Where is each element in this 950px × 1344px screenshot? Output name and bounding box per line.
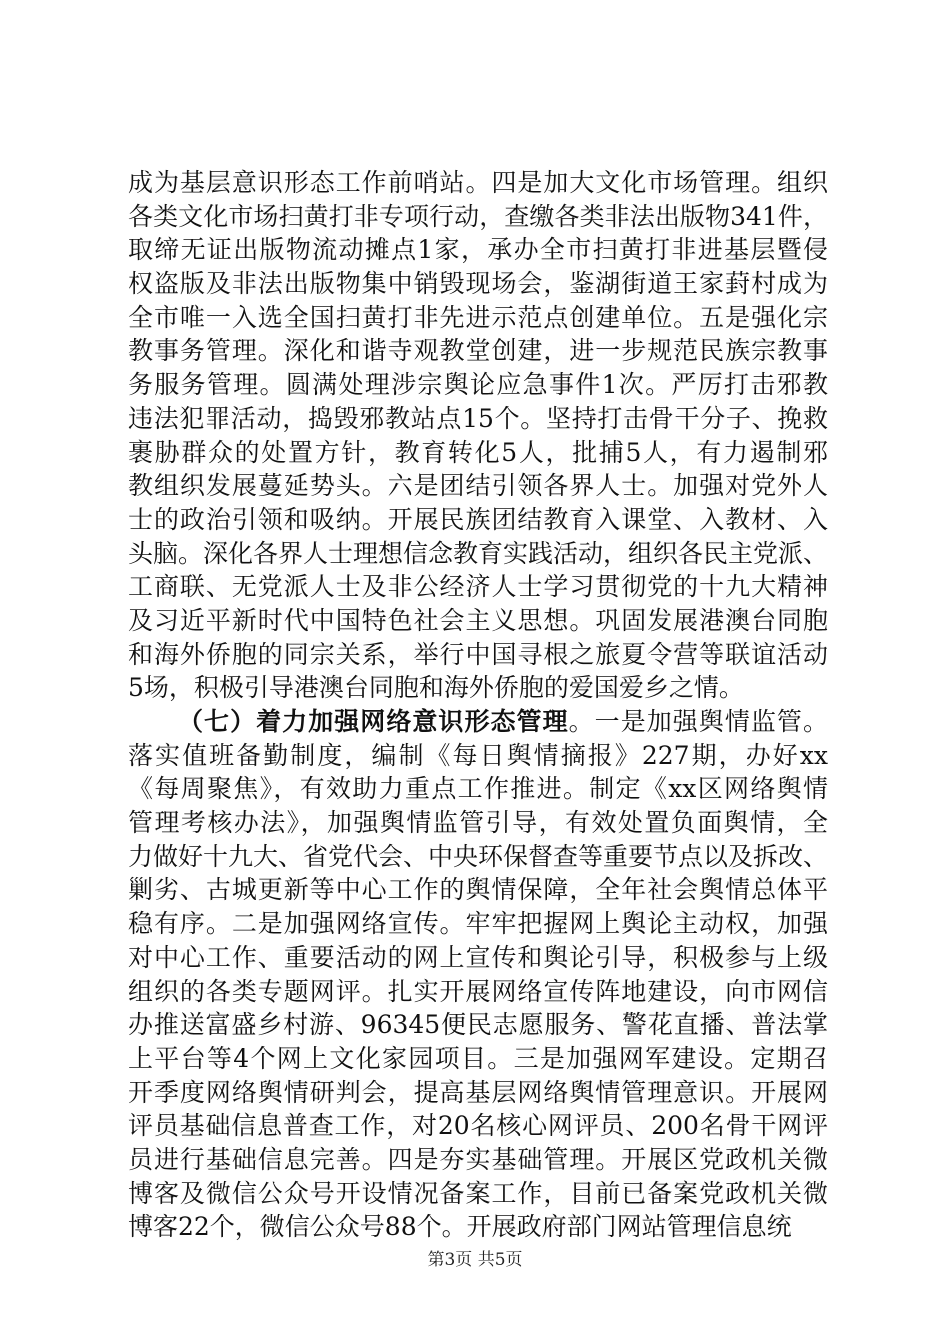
paragraph-heading-line xyxy=(128,705,828,739)
text-line: 取缔无证出版物流动摊点1家，承办全市扫黄打非进基层暨侵 xyxy=(128,235,828,265)
text-line: 博客22个，微信公众号88个。开展政府部门网站管理信息统 xyxy=(128,1212,792,1242)
text-line: 违法犯罪活动，捣毁邪教站点15个。坚持打击骨干分子、挽救 xyxy=(128,403,828,433)
text-line: 稳有序。二是加强网络宣传。牢牢把握网上舆论主动权，加强 xyxy=(128,909,828,939)
text-line: 力做好十九大、省党代会、中央环保督查等重要节点以及拆改、 xyxy=(128,841,829,871)
text-line: 成为基层意识形态工作前哨站。四是加大文化市场管理。组织 xyxy=(128,168,828,197)
text-line: 落实值班备勤制度，编制《每日舆情摘报》227期，办好xx xyxy=(128,740,828,770)
text-line: 5场，积极引导港澳台同胞和海外侨胞的爱国爱乡之情。 xyxy=(128,673,744,703)
text-line: 管理考核办法》，加强舆情监管引导，有效处置负面舆情，全 xyxy=(128,808,828,838)
text-line: 士的政治引领和吸纳。开展民族团结教育入课堂、入教材、入 xyxy=(128,504,828,534)
text-line: 评员基础信息普查工作，对20名核心网评员、200名骨干网评 xyxy=(128,1111,828,1141)
page-footer: 第3页 共5页 xyxy=(427,1250,523,1270)
section-heading: （七）着力加强网络意识形态管理 xyxy=(178,707,569,736)
text-line: 教事务管理。深化和谐寺观教堂创建，进一步规范民族宗教事 xyxy=(128,336,828,366)
text-line: 组织的各类专题网评。扎实开展网络宣传阵地建设，向市网信 xyxy=(128,976,828,1006)
text-line: 头脑。深化各界人士理想信念教育实践活动，组织各民主党派、 xyxy=(128,538,829,568)
text-line: 全市唯一入选全国扫黄打非先进示范点创建单位。五是强化宗 xyxy=(128,302,828,332)
heading-line-rest: 。一是加强舆情监管。 xyxy=(568,707,828,736)
text-line: 权盗版及非法出版物集中销毁现场会，鉴湖街道王家葑村成为 xyxy=(128,269,828,299)
text-line: 务服务管理。圆满处理涉宗舆论应急事件1次。严厉打击邪教 xyxy=(128,370,828,400)
text-line: 博客及微信公众号开设情况备案工作，目前已备案党政机关微 xyxy=(128,1178,828,1208)
text-line: 开季度网络舆情研判会，提高基层网络舆情管理意识。开展网 xyxy=(128,1077,828,1107)
text-line: 上平台等4个网上文化家园项目。三是加强网军建设。定期召 xyxy=(128,1043,828,1073)
text-line: 办推送富盛乡村游、96345便民志愿服务、警花直播、普法掌 xyxy=(128,1010,828,1040)
text-line: 裹胁群众的处置方针，教育转化5人，批捕5人，有力遏制邪 xyxy=(128,437,828,467)
text-line: 对中心工作、重要活动的网上宣传和舆论引导，积极参与上级 xyxy=(128,942,828,972)
text-line: 剿劣、古城更新等中心工作的舆情保障，全年社会舆情总体平 xyxy=(128,875,828,905)
document-body xyxy=(128,166,828,1244)
text-line: 教组织发展蔓延势头。六是团结引领各界人士。加强对党外人 xyxy=(128,471,828,501)
paragraph-network-ideology xyxy=(128,739,828,1244)
paragraph-religion-culture xyxy=(128,166,828,705)
text-line: 《每周聚焦》，有效助力重点工作推进。制定《xx区网络舆情 xyxy=(128,774,828,804)
text-line: 员进行基础信息完善。四是夯实基础管理。开展区党政机关微 xyxy=(128,1144,828,1174)
text-line: 工商联、无党派人士及非公经济人士学习贯彻党的十九大精神 xyxy=(128,572,828,602)
text-line: 及习近平新时代中国特色社会主义思想。巩固发展港澳台同胞 xyxy=(128,605,828,635)
text-line: 各类文化市场扫黄打非专项行动，查缴各类非法出版物341件， xyxy=(128,201,828,231)
text-line: 和海外侨胞的同宗关系，举行中国寻根之旅夏令营等联谊活动 xyxy=(128,639,828,669)
